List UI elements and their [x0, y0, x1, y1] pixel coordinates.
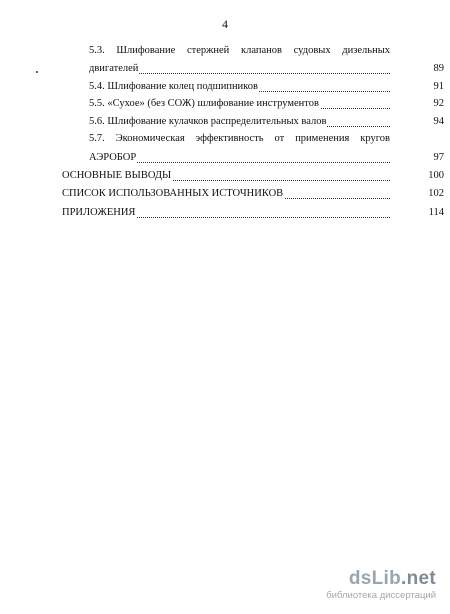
toc-page-number: 97: [433, 152, 444, 163]
toc-item-5-6: [62, 115, 444, 129]
toc-page-number: 91: [433, 81, 444, 92]
toc-item-title: 5.6. Шлифование кулачков распределительных валов: [89, 116, 327, 127]
toc-appendices: [62, 206, 444, 220]
toc-item-title: ОСНОВНЫЕ ВЫВОДЫ: [62, 170, 172, 181]
toc-item-title: 5.4. Шлифование колец подшипников: [89, 81, 258, 92]
toc-page-number: 100: [428, 170, 444, 181]
toc-main-conclusions: [62, 169, 444, 183]
toc-item-5-7-line1: 5.7. Экономическая эффективность от применения кругов: [89, 133, 390, 144]
toc-item-5-7-line2: АЭРОБОР: [89, 152, 137, 163]
toc-item-5-5: [62, 97, 444, 111]
toc-page-number: 94: [433, 116, 444, 127]
toc-page-number: 114: [428, 207, 444, 218]
toc-references: [62, 187, 444, 201]
toc-item-title: ПРИЛОЖЕНИЯ: [62, 207, 136, 218]
toc-item-title: 5.5. «Сухое» (без СОЖ) шлифование инструментов: [89, 98, 319, 109]
watermark-brand: [349, 568, 436, 590]
page-number: 4: [222, 17, 228, 31]
toc-page-number: 92: [433, 98, 444, 109]
watermark-tagline: библиотека диссертаций: [326, 590, 436, 601]
toc-item-title: СПИСОК ИСПОЛЬЗОВАННЫХ ИСТОЧНИКОВ: [62, 188, 284, 199]
toc-page-number: 89: [433, 63, 444, 74]
toc-item-5-3: [62, 62, 444, 76]
toc-item-5-3-line2: двигателей: [89, 63, 139, 74]
toc-item-5-3-line1: 5.3. Шлифование стержней клапанов судовых дизельных: [89, 45, 390, 56]
watermark-brand-name: dsLib: [348, 568, 402, 589]
toc-item-5-7: [62, 151, 444, 165]
toc-item-5-4: [62, 80, 444, 94]
watermark-brand-domain: .net: [401, 568, 436, 589]
watermark: [306, 568, 436, 602]
toc-page-number: 102: [428, 188, 444, 199]
scan-speck: [36, 71, 38, 73]
